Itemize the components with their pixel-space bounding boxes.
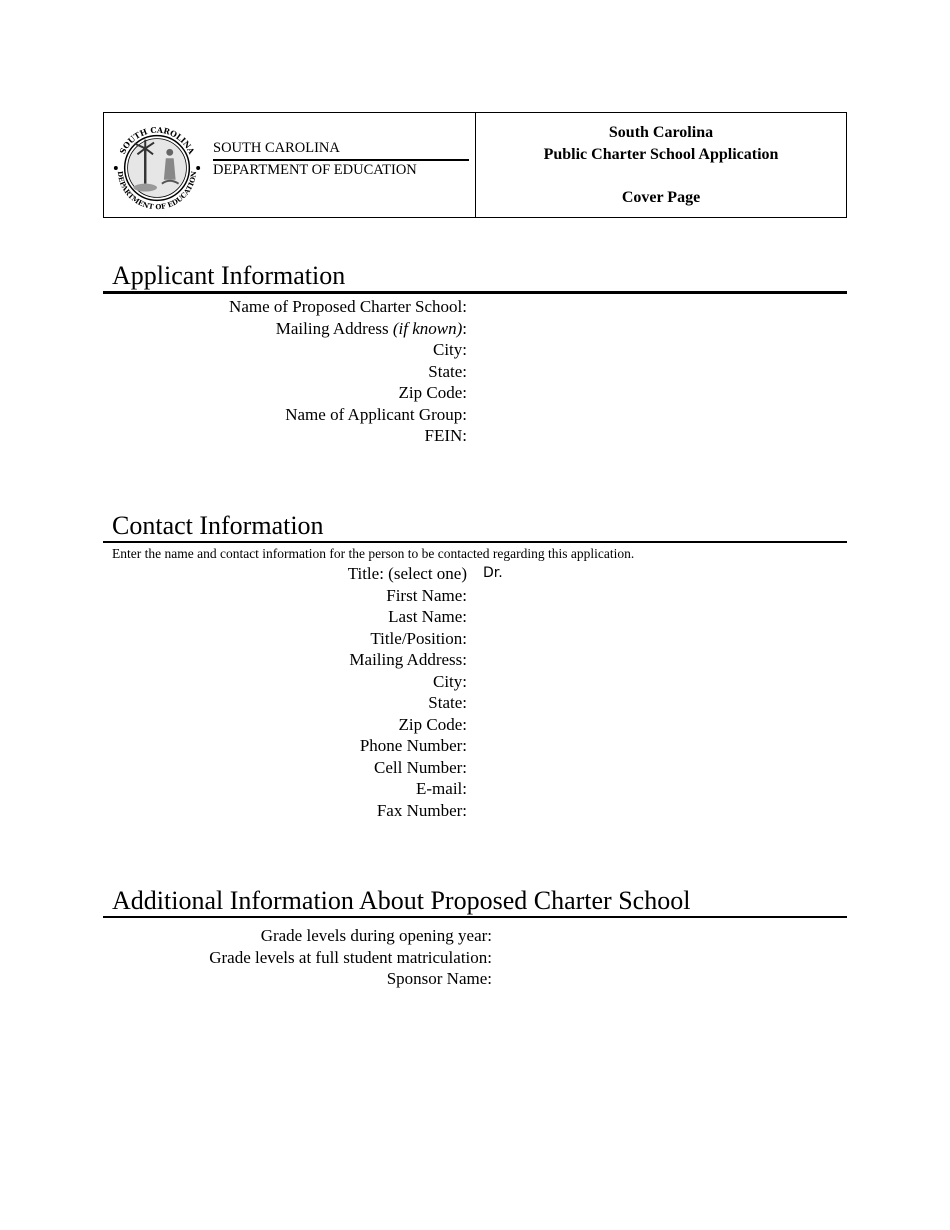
svg-text:DEPARTMENT OF EDUCATION: DEPARTMENT OF EDUCATION [115, 170, 199, 212]
field-row [103, 318, 847, 340]
additional-field-list [103, 925, 847, 990]
field-label: Mailing Address (if known): [275, 318, 467, 338]
field-row [103, 692, 847, 714]
field-label: Grade levels at full student matriculation: [209, 947, 492, 967]
field-label: Zip Code: [398, 714, 467, 734]
field-row [103, 800, 847, 822]
header-box [103, 112, 847, 218]
field-label: Phone Number: [359, 736, 467, 755]
field-label: State: [428, 361, 467, 381]
department-name [213, 139, 469, 180]
field-label: E-mail: [416, 779, 467, 798]
field-label: City: [432, 671, 467, 691]
field-label: Grade levels during opening year: [260, 926, 492, 945]
document-title [476, 113, 846, 217]
field-row [103, 649, 847, 671]
field-row [103, 404, 847, 426]
field-value[interactable]: Dr. [483, 565, 503, 581]
title-line-cover-page: Cover Page [621, 189, 701, 206]
field-row [103, 925, 847, 947]
title-line-application: Public Charter School Application [543, 146, 779, 163]
field-row [103, 382, 847, 404]
section-heading-additional: Additional Information About Proposed Charter School [103, 886, 847, 918]
state-seal-icon [108, 119, 206, 217]
field-row [103, 361, 847, 383]
field-label: Title/Position: [370, 628, 467, 648]
section-heading-contact: Contact Information [103, 511, 847, 543]
field-row [103, 339, 847, 361]
field-row [103, 757, 847, 779]
title-line-state: South Carolina [608, 124, 714, 141]
field-row [103, 735, 847, 757]
header-logo-area [104, 113, 476, 217]
field-label: Mailing Address: [349, 650, 467, 669]
field-label: Zip Code: [398, 383, 467, 402]
field-label: Name of Proposed Charter School: [229, 297, 467, 316]
field-label: Last Name: [388, 607, 467, 626]
field-label: Cell Number: [373, 757, 467, 777]
field-row [103, 628, 847, 650]
field-row [103, 968, 847, 990]
field-label: City: [432, 340, 467, 359]
field-label: Sponsor Name: [386, 969, 492, 988]
field-row [103, 671, 847, 693]
applicant-field-list [103, 296, 847, 447]
field-row [103, 425, 847, 447]
svg-text:SOUTH CAROLINA: SOUTH CAROLINA [117, 125, 197, 156]
contact-instructions: Enter the name and contact information for the person to be contacted regarding this application. [112, 546, 635, 561]
field-label: Title: (select one) [347, 564, 467, 583]
field-label: Name of Applicant Group: [285, 404, 467, 424]
field-label: Fax Number: [376, 800, 467, 820]
field-row [103, 585, 847, 607]
field-row [103, 947, 847, 969]
field-row [103, 606, 847, 628]
field-row [103, 714, 847, 736]
field-row [103, 296, 847, 318]
field-label: First Name: [386, 585, 467, 605]
section-heading-applicant: Applicant Information [103, 261, 847, 294]
field-row [103, 778, 847, 800]
field-label: State: [428, 693, 467, 712]
field-row [103, 563, 847, 585]
field-label: FEIN: [424, 426, 467, 445]
contact-field-list [103, 563, 847, 821]
dept-name-line1: SOUTH CAROLINA [213, 139, 469, 161]
dept-name-line2: DEPARTMENT OF EDUCATION [213, 162, 417, 178]
